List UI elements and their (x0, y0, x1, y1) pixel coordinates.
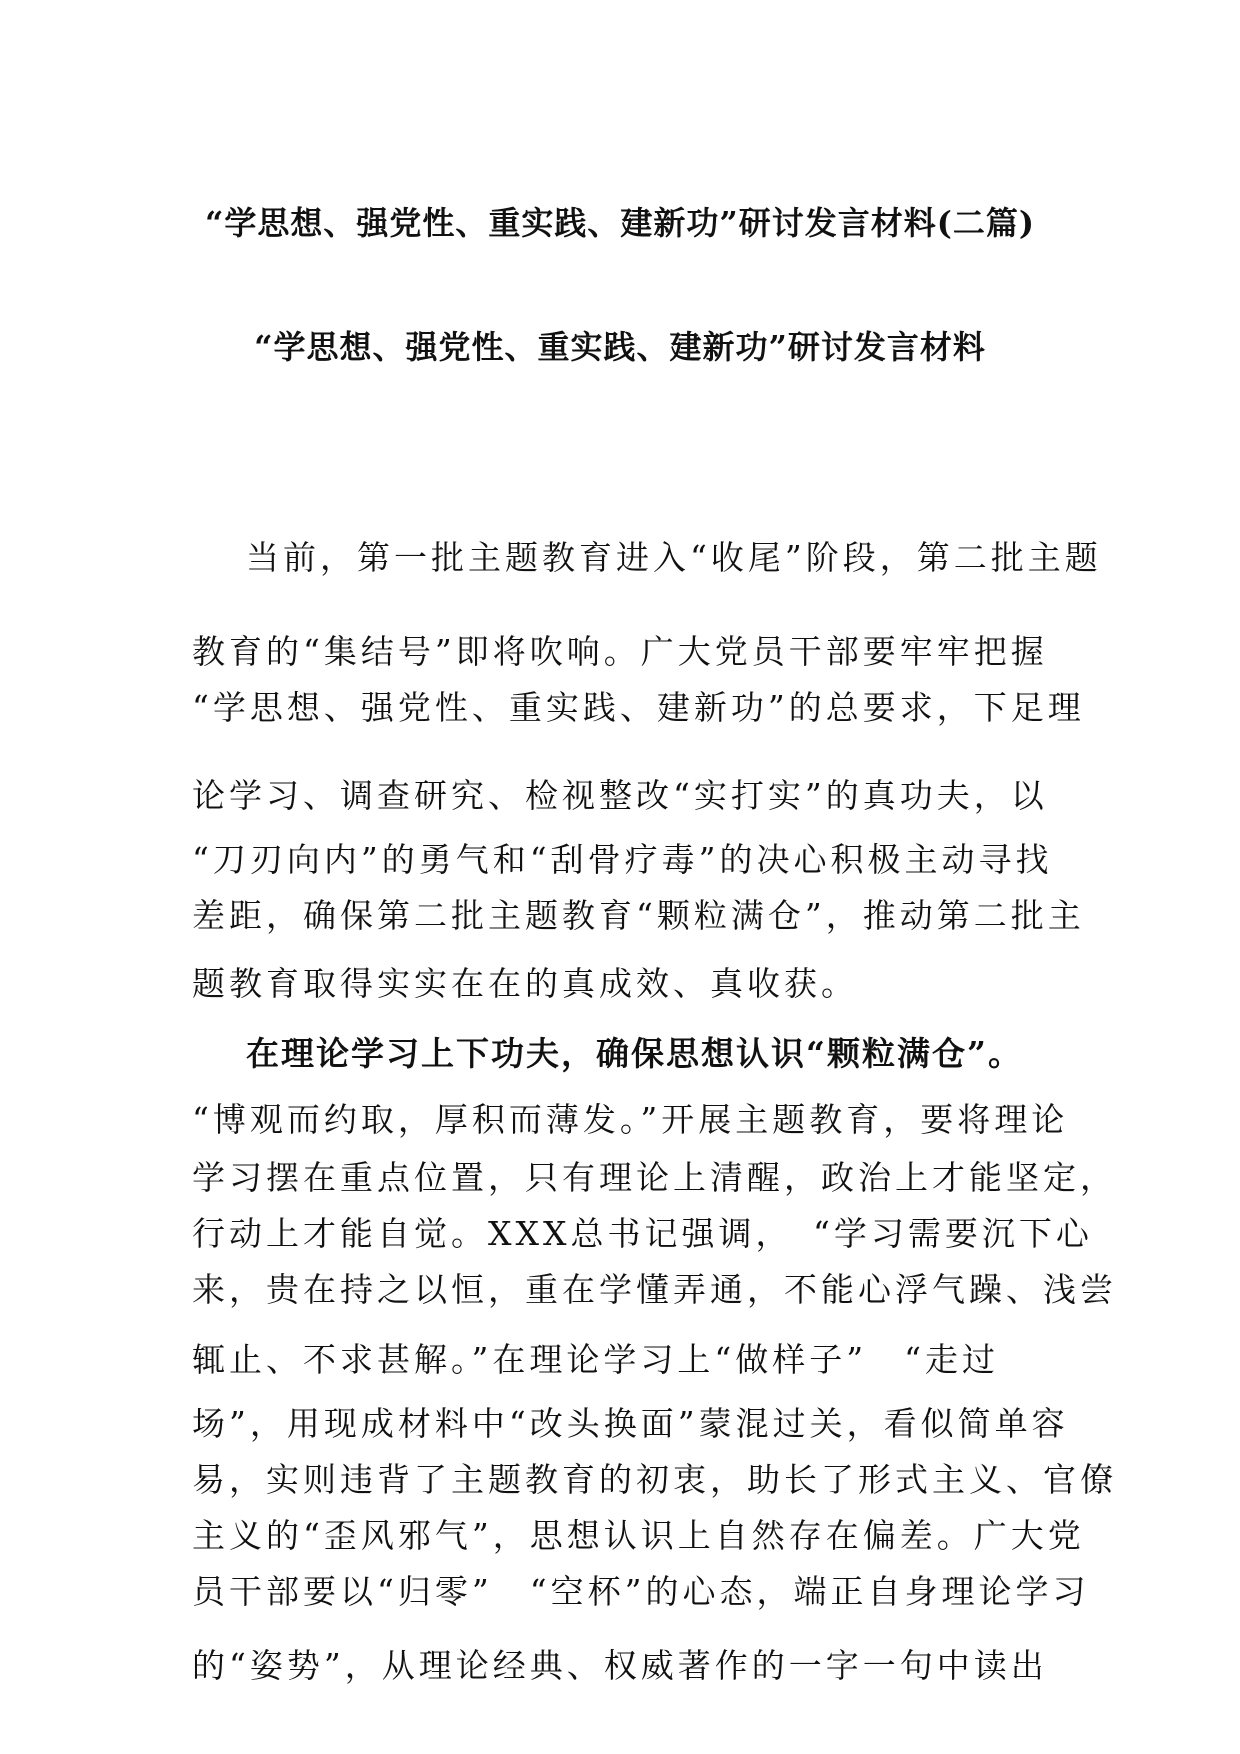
paragraph-line: 题教育取得实实在在的真成效、真收获。 (192, 964, 858, 1003)
paragraph-line: 教育的“集结号”即将吹响。广大党员干部要牢牢把握 (192, 632, 1048, 671)
paragraph-line: “博观而约取，厚积而薄发。”开展主题教育，要将理论 (192, 1100, 1069, 1139)
paragraph-line: 差距，确保第二批主题教育“颗粒满仓”，推动第二批主 (192, 896, 1085, 935)
paragraph-line: 员干部要以“归零” “空杯”的心态，端正自身理论学习 (192, 1572, 1090, 1611)
section-heading: 在理论学习上下功夫，确保思想认识“颗粒满仓”。 (246, 1034, 1023, 1073)
paragraph-line: 的“姿势”，从理论经典、权威著作的一字一句中读出 (192, 1646, 1048, 1685)
document-subtitle: “学思想、强党性、重实践、建新功”研讨发言材料 (254, 328, 986, 366)
paragraph-line: 易，实则违背了主题教育的初衷，助长了形式主义、官僚 (192, 1460, 1117, 1499)
paragraph-line: 论学习、调查研究、检视整改“实打实”的真功夫，以 (192, 776, 1048, 815)
paragraph-line: 场”，用现成材料中“改头换面”蒙混过关，看似简单容 (192, 1404, 1069, 1443)
paragraph-line: 当前，第一批主题教育进入“收尾”阶段，第二批主题 (246, 538, 1102, 577)
paragraph-line: 主义的“歪风邪气”，思想认识上自然存在偏差。广大党 (192, 1516, 1085, 1555)
paragraph-line: 行动上才能自觉。XXX总书记强调， “学习需要沉下心 (192, 1214, 1093, 1253)
paragraph-line: “刀刃向内”的勇气和“刮骨疗毒”的决心积极主动寻找 (192, 840, 1053, 879)
document-title: “学思想、强党性、重实践、建新功”研讨发言材料(二篇) (204, 204, 1036, 242)
paragraph-line: 辄止、不求甚解。”在理论学习上“做样子” “走过 (192, 1340, 999, 1379)
paragraph-line: 学习摆在重点位置，只有理论上清醒，政治上才能坚定， (192, 1158, 1117, 1197)
paragraph-line: 来，贵在持之以恒，重在学懂弄通，不能心浮气躁、浅尝 (192, 1270, 1117, 1309)
paragraph-line: “学思想、强党性、重实践、建新功”的总要求，下足理 (192, 688, 1085, 727)
